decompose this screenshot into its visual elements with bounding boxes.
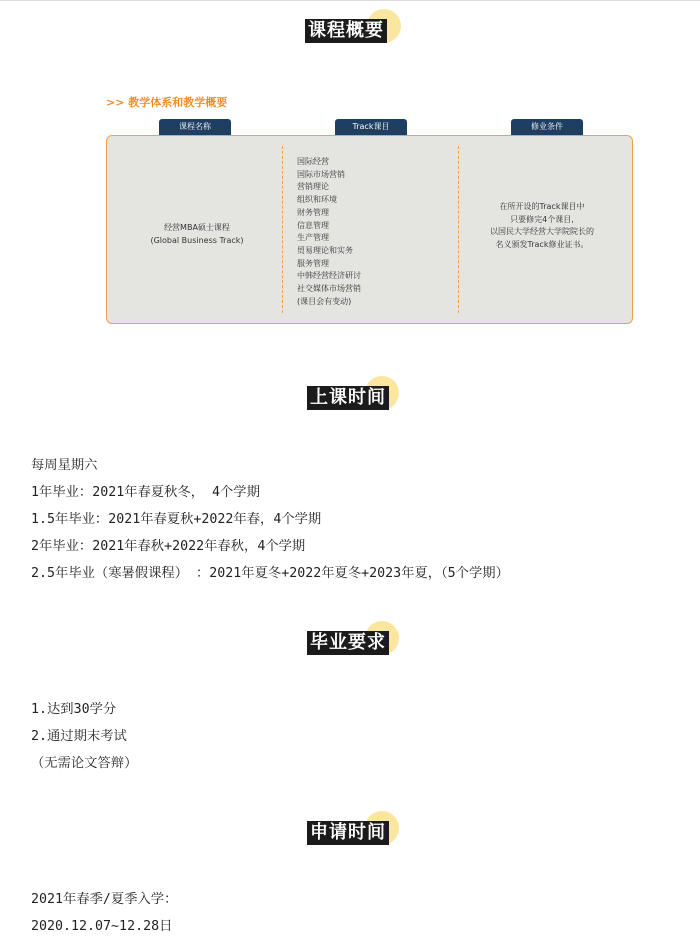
column-divider: [282, 146, 283, 313]
heading-label: 课程概要: [305, 19, 387, 43]
requirement-line: 以国民大学经营大学院院长的: [490, 227, 594, 237]
schedule-text: [31, 452, 509, 587]
track-subject-item: 财务管理: [297, 207, 329, 217]
application-line: 2020.12.07~12.28日: [31, 919, 173, 934]
schedule-line: 2年毕业：2021年春秋+2022年春秋，4个学期: [31, 539, 306, 554]
track-subject-item: 信息管理: [297, 220, 329, 230]
curriculum-section-title: >> 教学体系和教学概要: [106, 96, 228, 109]
track-subjects-cell: [297, 156, 361, 308]
track-subject-item: 中韩经营经济研讨: [297, 271, 361, 281]
schedule-line: 1年毕业：2021年春夏秋冬， 4个学期: [31, 485, 260, 500]
curriculum-table: [106, 135, 633, 324]
course-name-line: 经营MBA硕士课程: [164, 223, 230, 232]
track-subject-item: 国际经营: [297, 157, 329, 166]
requirements-cell: [467, 201, 617, 252]
graduation-line: 1.达到30学分: [31, 702, 117, 717]
schedule-line: 每周星期六: [31, 458, 98, 473]
heading-class-schedule: [307, 376, 402, 406]
track-subject-item: 营销理论: [297, 182, 329, 192]
course-name-line: (Global Business Track): [150, 235, 244, 245]
heading-label: 毕业要求: [307, 631, 389, 655]
schedule-line: 2.5年毕业（寒暑假课程） ：2021年夏冬+2022年夏冬+2023年夏，（5个学期）: [31, 566, 509, 581]
column-header-requirements: 修业条件: [511, 119, 583, 135]
requirement-line: 在所开设的Track课目中: [499, 202, 585, 211]
heading-application-period: [307, 811, 402, 841]
track-subject-item: 服务管理: [297, 258, 329, 268]
heading-label: 上课时间: [307, 386, 389, 410]
track-subject-item: 国际市场营销: [297, 169, 345, 179]
application-line: 2021年春季/夏季入学：: [31, 892, 178, 907]
top-divider: [0, 0, 700, 1]
track-subject-item: 社交媒体市场营销: [297, 284, 361, 294]
track-subject-item: 生产管理: [297, 233, 329, 243]
column-header-course-name: 课程名称: [159, 119, 231, 135]
column-header-track-subjects: Track课目: [335, 119, 407, 135]
requirement-line: 只要修完4个课目,: [510, 214, 574, 224]
track-subject-item: 贸易理论和实务: [297, 245, 353, 255]
track-subject-note: (课目会有变动): [297, 296, 352, 306]
graduation-line: （无需论文答辩）: [31, 756, 138, 771]
course-name-cell: [117, 222, 277, 247]
application-text: [31, 886, 177, 940]
schedule-line: 1.5年毕业：2021年春夏秋+2022年春，4个学期: [31, 512, 322, 527]
requirement-line: 名义颁发Track修业证书。: [495, 240, 589, 250]
heading-label: 申请时间: [307, 821, 389, 845]
track-subject-item: 组织和环境: [297, 195, 337, 205]
graduation-line: 2.通过期末考试: [31, 729, 127, 744]
heading-course-overview: [305, 9, 400, 39]
heading-graduation-requirements: [307, 621, 402, 651]
column-divider: [458, 146, 459, 313]
graduation-text: [31, 696, 137, 777]
